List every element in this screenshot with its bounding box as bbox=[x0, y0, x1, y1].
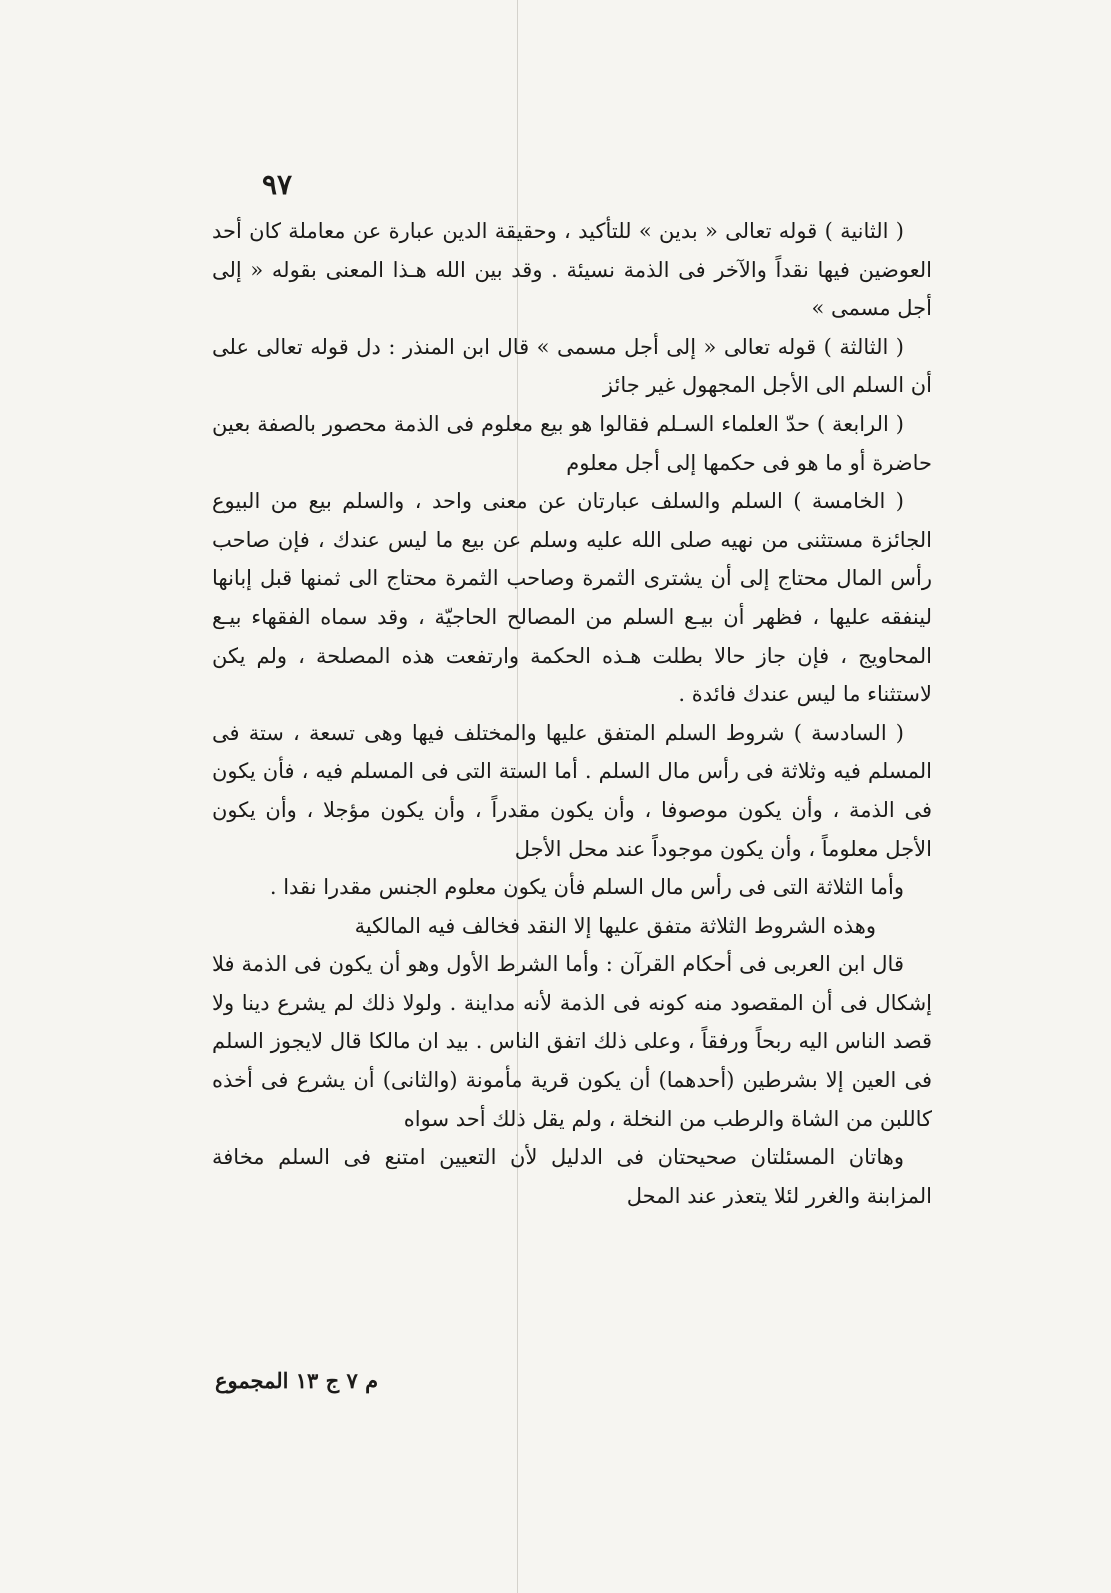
paragraph-sixth: ( السادسة ) شروط السلم المتفق عليها والمختلف فيها وهى تسعة ، ستة فى المسلم فيه وثلاثة فى رأس مال السلم . أما الستة التى فى المسلم فيه ، فأن يكون فى الذمة ، وأن يكون موصوفا ، وأن يكون مقدراً ، وأن يكون مؤجلا ، وأن يكون الأجل معلوماً ، وأن يكون موجوداً عند محل الأجل bbox=[212, 720, 932, 861]
footer-signature: م ٧ ج ١٣ المجموع bbox=[215, 1368, 379, 1393]
paragraph-ibn-al-arabi: قال ابن العربى فى أحكام القرآن : وأما الشرط الأول وهو أن يكون فى الذمة فلا إشكال فى أن المقصود منه كونه فى الذمة لأنه مداينة . ولولا ذلك لم يشرع دينا ولا قصد الناس اليه ربحاً ورفقاً ، وعلى ذلك اتفق الناس . بيد ان مالكا قال لايجوز السلم فى العين إلا بشرطين (أحدهما) أن يكون قرية مأمونة (والثانى) أن يشرع فى أخذه كاللبن من الشاة والرطب من النخلة ، ولم يقل ذلك أحد سواه bbox=[212, 952, 932, 1131]
paragraph-third: ( الثالثة ) قوله تعالى « إلى أجل مسمى » قال ابن المنذر : دل قوله تعالى على أن السلم الى الأجل المجهول غير جائز bbox=[212, 334, 932, 398]
page-number: ٩٧ bbox=[262, 168, 293, 201]
paragraph-capital-conditions: وأما الثلاثة التى فى رأس مال السلم فأن يكون معلوم الجنس مقدرا نقدا . bbox=[269, 875, 904, 900]
paragraph-agreed-conditions: وهذه الشروط الثلاثة متفق عليها إلا النقد فخالف فيه المالكية bbox=[354, 913, 876, 938]
paragraph-fifth: ( الخامسة ) السلم والسلف عبارتان عن معنى واحد ، والسلم بيع من البيوع الجائزة مستثنى من نهيه صلى الله عليه وسلم عن بيع ما ليس عندك ، فإن صاحب رأس المال محتاج إلى أن يشترى الثمرة وصاحب الثمرة محتاج الى ثمنها قبل إبانها لينفقه عليها ، فظهر أن بيـع السلم من المصالح الحاجيّة ، وقد سماه الفقهاء بيـع المحاويج ، فإن جاز حالا بطلت هـذه الحكمة وارتفعت هذه المصلحة ، ولم يكن لاستثناء ما ليس عندك فائدة . bbox=[212, 489, 932, 707]
paragraph-two-issues: وهاتان المسئلتان صحيحتان فى الدليل لأن التعيين امتنع فى السلم مخافة المزابنة والغرر لئلا يتعذر عند المحل bbox=[212, 1145, 932, 1208]
paragraph-second: ( الثانية ) قوله تعالى « بدين » للتأكيد ، وحقيقة الدين عبارة عن معاملة كان أحد العوضين فيها نقداً والآخر فى الذمة نسيئة . وقد بين الله هـذا المعنى بقوله « إلى أجل مسمى » bbox=[212, 219, 932, 321]
body-text bbox=[212, 212, 932, 1215]
paragraph-fourth: ( الرابعة ) حدّ العلماء السـلم فقالوا هو بيع معلوم فى الذمة محصور بالصفة بعين حاضرة أو ما هو فى حكمها إلى أجل معلوم bbox=[212, 411, 932, 475]
